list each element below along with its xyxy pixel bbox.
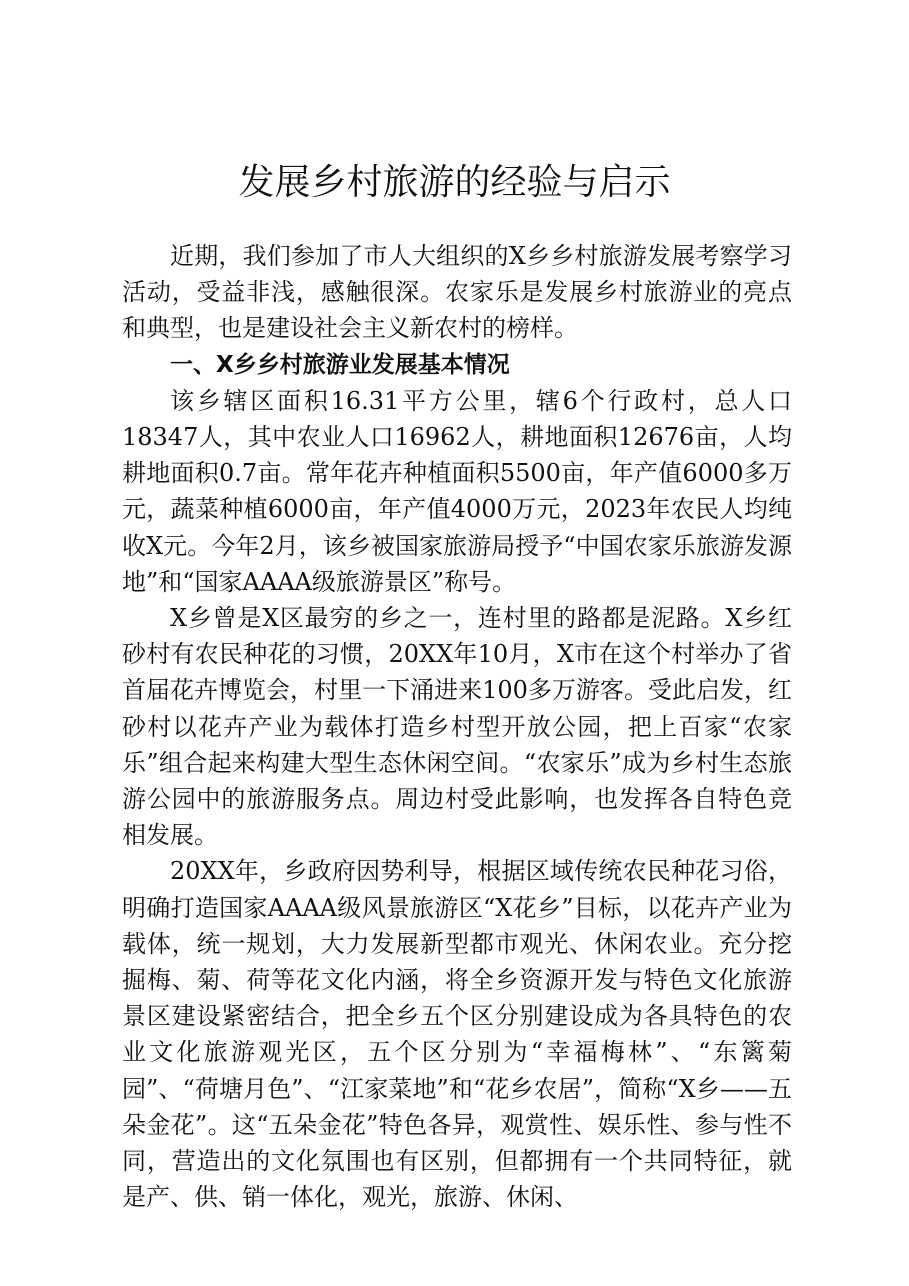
section-heading: 一、X乡乡村旅游业发展基本情况 xyxy=(170,351,510,378)
document-title: 发展乡村旅游的经验与启示 xyxy=(238,162,671,203)
body-paragraph: 该乡辖区面积16.31平方公里，辖6个行政村，总人口18347人，其中农业人口16962人，耕地面积12676亩，人均耕地面积0.7亩。常年花卉种植面积5500亩，年产值6000多万元，蔬菜种植6000亩，年产值4000万元，2023年农民人均纯收X元。今年2月，该乡被国家旅游局授予“中国农家乐旅游发源地”和“国家AAAA级旅游景区”称号。 xyxy=(122,386,792,596)
body-paragraph: X乡曾是X区最穷的乡之一，连村里的路都是泥路。X乡红砂村有农民种花的习惯，20XX年10月，X市在这个村举办了省首届花卉博览会，村里一下涌进来100多万游客。受此启发，红砂村以花卉产业为载体打造乡村型开放公园，把上百家“农家乐”组合起来构建大型生态休闲空间。“农家乐”成为乡村生态旅游公园中的旅游服务点。周边村受此影响，也发挥各自特色竞相发展。 xyxy=(122,604,792,850)
intro-paragraph: 近期，我们参加了市人大组织的X乡乡村旅游发展考察学习活动，受益非浅，感触很深。农家乐是发展乡村旅游业的亮点和典型，也是建设社会主义新农村的榜样。 xyxy=(122,242,792,343)
document-body xyxy=(122,238,792,1215)
body-paragraph: 20XX年，乡政府因势利导，根据区域传统农民种花习俗，明确打造国家AAAA级风景旅游区“X花乡”目标，以花卉产业为载体，统一规划，大力发展新型都市观光、休闲农业。充分挖掘梅、菊、荷等花文化内涵，将全乡资源开发与特色文化旅游景区建设紧密结合，把全乡五个区分别建设成为各具特色的农业文化旅游观光区，五个区分别为“幸福梅林”、“东篱菊园”、“荷塘月色”、“江家菜地”和“花乡农居”，简称“X乡——五朵金花”。这“五朵金花”特色各异，观赏性、娱乐性、参与性不同，营造出的文化氛围也有区别，但都拥有一个共同特征，就是产、供、销一体化，观光，旅游、休闲、 xyxy=(122,857,792,1212)
